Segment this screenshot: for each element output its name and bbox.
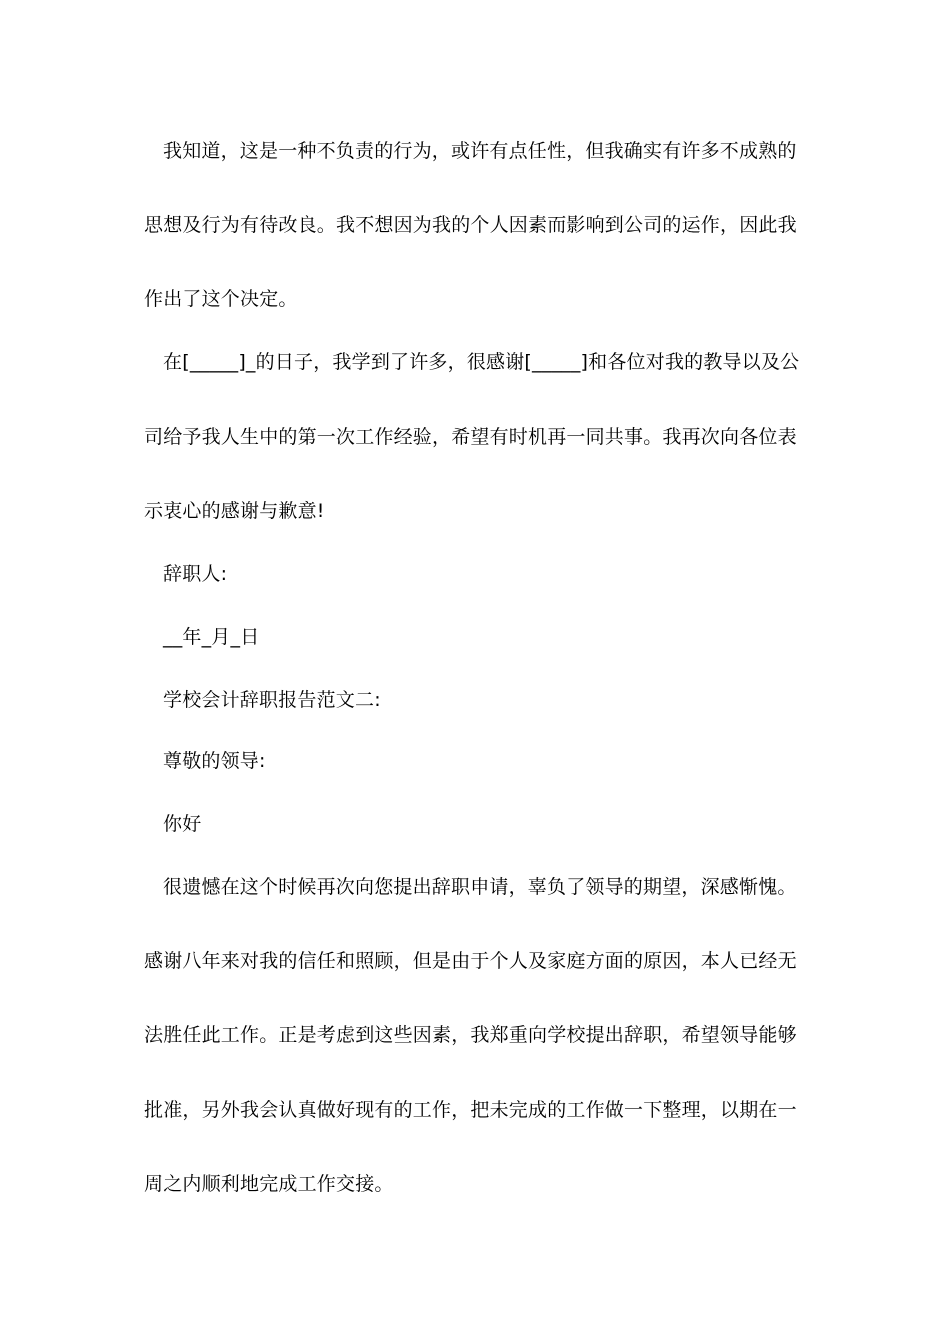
- signature-label: 辞职人:: [163, 563, 228, 585]
- paragraph-line: 在[_____]_的日子，我学到了许多，很感谢[_____]和各位对我的教导以及公: [163, 351, 800, 373]
- salutation: 尊敬的领导:: [163, 750, 266, 772]
- paragraph-line: 周之内顺利地完成工作交接。: [144, 1173, 394, 1195]
- paragraph-line: 思想及行为有待改良。我不想因为我的个人因素而影响到公司的运作，因此我: [144, 214, 797, 236]
- paragraph-line: 示衷心的感谢与歉意!: [144, 500, 325, 522]
- paragraph-line: 很遗憾在这个时候再次向您提出辞职申请，辜负了领导的期望，深感惭愧。: [163, 876, 797, 898]
- paragraph-line: 批准，另外我会认真做好现有的工作，把未完成的工作做一下整理，以期在一: [144, 1099, 797, 1121]
- paragraph-line: 法胜任此工作。正是考虑到这些因素，我郑重向学校提出辞职，希望领导能够: [144, 1024, 797, 1046]
- paragraph-line: 司给予我人生中的第一次工作经验，希望有时机再一同共事。我再次向各位表: [144, 426, 797, 448]
- section-heading: 学校会计辞职报告范文二:: [163, 689, 381, 711]
- greeting: 你好: [163, 813, 202, 835]
- paragraph-line: 作出了这个决定。: [144, 288, 298, 310]
- paragraph-line: 感谢八年来对我的信任和照顾，但是由于个人及家庭方面的原因，本人已经无: [144, 950, 797, 972]
- paragraph-line: 我知道，这是一种不负责的行为，或许有点任性，但我确实有许多不成熟的: [163, 140, 797, 162]
- date-line: __年_月_日: [163, 626, 260, 648]
